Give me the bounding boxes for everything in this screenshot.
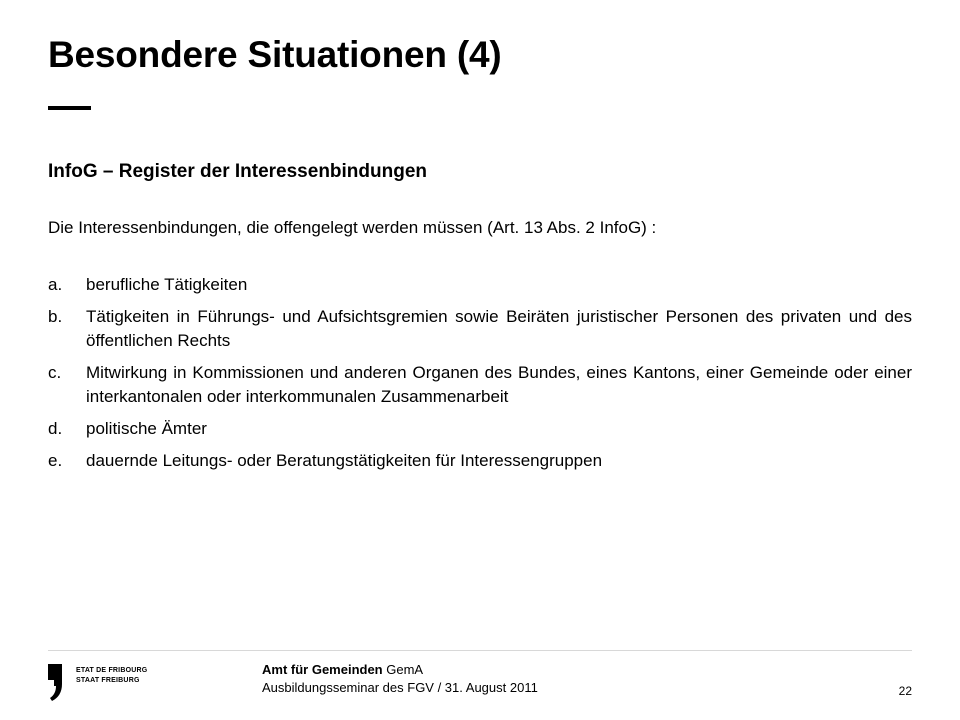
footer-org-name: Amt für Gemeinden — [262, 662, 383, 677]
list-item — [48, 273, 912, 297]
footer-organization — [262, 662, 423, 677]
title-underline — [48, 106, 91, 110]
list-item — [48, 417, 912, 441]
slide-title: Besondere Situationen (4) — [48, 34, 502, 75]
page-number: 22 — [898, 684, 912, 698]
list-marker: a. — [48, 275, 63, 294]
comma-logo-icon — [48, 664, 70, 702]
list-item — [48, 361, 912, 409]
list-marker: c. — [48, 363, 62, 382]
list-item — [48, 449, 912, 473]
list-item-text: politische Ämter — [86, 419, 207, 438]
canton-logo — [48, 664, 158, 704]
intro-text: Die Interessenbindungen, die offengelegt werden müssen (Art. 13 Abs. 2 InfoG) : — [48, 218, 657, 237]
logo-line-1: ETAT DE FRIBOURG — [76, 667, 148, 674]
list-marker: e. — [48, 451, 63, 470]
footer-event: Ausbildungsseminar des FGV / 31. August 2011 — [262, 680, 538, 695]
list-item-text: Tätigkeiten in Führungs- und Aufsichtsgremien sowie Beiräten juristischer Personen des privaten und des öffentlichen Rechts — [86, 307, 912, 350]
footer-divider — [48, 650, 912, 651]
list-item-text: dauernde Leitungs- oder Beratungstätigkeiten für Interessengruppen — [86, 451, 603, 470]
list-item-text: Mitwirkung in Kommissionen und anderen Organen des Bundes, eines Kantons, einer Gemeinde oder einer interkantonalen oder interkommunalen Zusammenarbeit — [86, 363, 912, 406]
list-item — [48, 305, 912, 353]
slide-subtitle: InfoG – Register der Interessenbindungen — [48, 161, 428, 182]
list-marker: b. — [48, 307, 63, 326]
list-item-text: berufliche Tätigkeiten — [86, 275, 248, 294]
list-marker: d. — [48, 419, 63, 438]
logo-line-2: STAAT FREIBURG — [76, 677, 140, 684]
logo-text — [76, 666, 147, 686]
interest-list — [48, 273, 912, 481]
footer-org-abbr: GemA — [386, 662, 424, 677]
